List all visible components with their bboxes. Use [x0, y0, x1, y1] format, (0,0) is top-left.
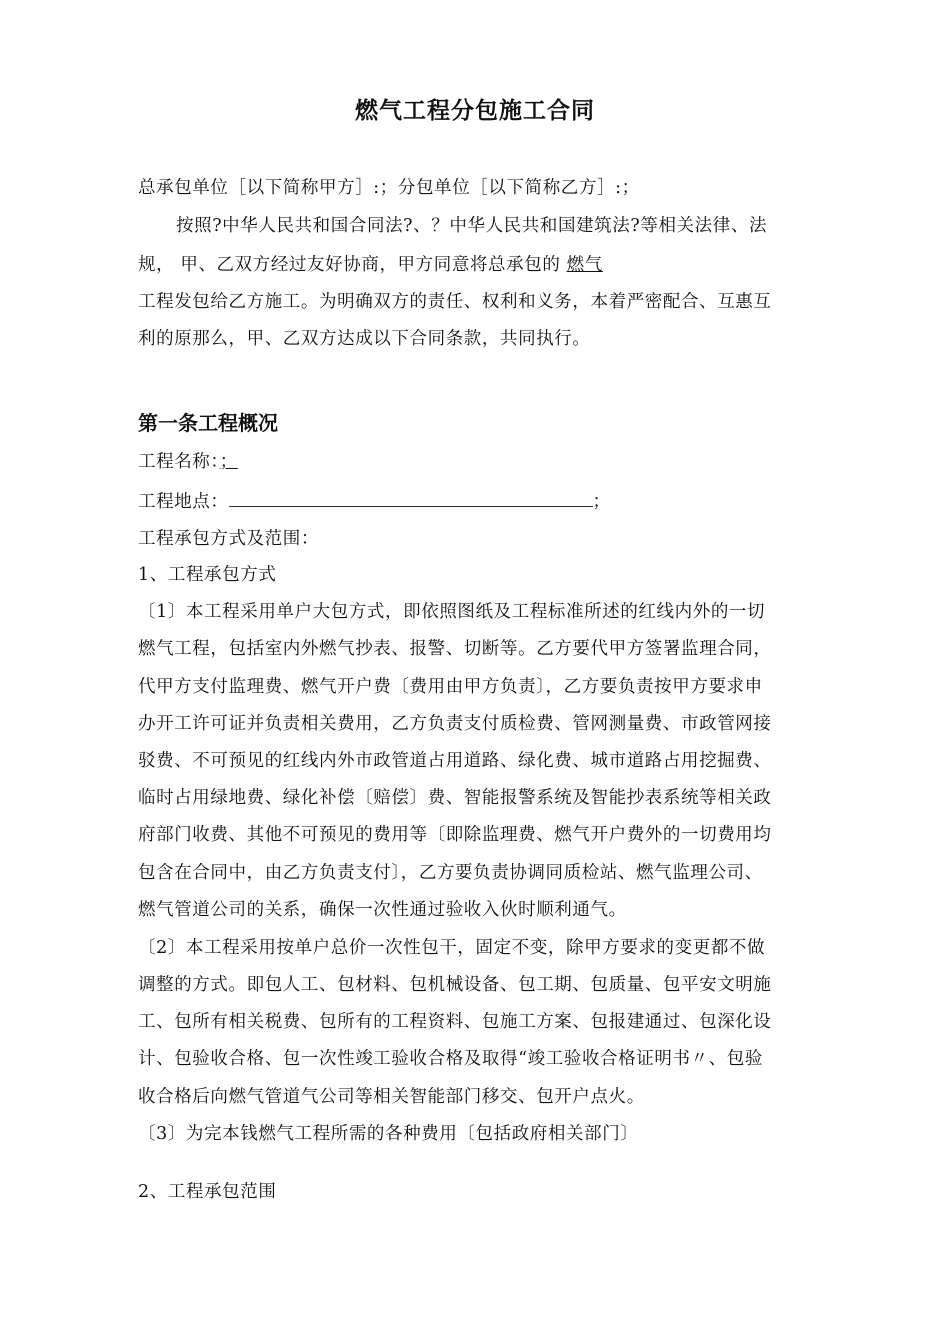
project-name-value: ；	[219, 452, 238, 472]
p2-line: 调整的方式。即包人工、包材料、包机械设备、包工期、包质量、包平安文明施	[138, 975, 772, 995]
p2-line: 工、包所有相关税费、包所有的工程资料、包施工方案、包报建通过、包深化设	[138, 1012, 772, 1032]
p1-line: 燃气工程，包括室内外燃气抄表、报警、切断等。乙方要代甲方签署监理合同，	[138, 639, 772, 659]
item1-title: 1、工程承包方式	[138, 565, 277, 585]
intro-line-4: 利的原那么，甲、乙双方达成以下合同条款，共同执行。	[138, 329, 591, 349]
scope-label: 工程承包方式及范围：	[138, 529, 319, 549]
project-location-row	[138, 488, 611, 514]
p2-line: 计、包验收合格、包一次性竣工验收合格及取得“竣工验收合格证明书〃、包验	[138, 1049, 763, 1069]
item2-title: 2、工程承包范围	[138, 1182, 277, 1202]
p1-line: 府部门收费、其他不可预见的费用等〔即除监理费、燃气开户费外的一切费用均	[138, 825, 772, 845]
intro-line-2	[138, 253, 603, 277]
p1-line: 临时占用绿地费、绿化补偿〔赔偿〕费、智能报警系统及智能抄表系统等相关政	[138, 788, 772, 808]
p1-line: 燃气管道公司的关系，确保一次性通过验收入伙时顺利通气。	[138, 900, 627, 920]
p2-line: 〔2〕本工程采用按单户总价一次性包干，固定不变，除甲方要求的变更都不做	[138, 938, 766, 958]
project-name-row	[138, 450, 246, 474]
project-location-blank	[229, 488, 593, 507]
p1-line: 代甲方支付监理费、燃气开户费〔费用由甲方负责〕，乙方要负责按甲方要求申	[138, 677, 763, 697]
p3-line: 〔3〕为完本钱燃气工程所需的各种费用〔包括政府相关部门〕	[138, 1124, 639, 1144]
project-location-label: 工程地点：	[138, 492, 229, 512]
section-heading: 第一条工程概况	[138, 411, 278, 435]
p2-line: 收合格后向燃气管道气公司等相关智能部门移交、包开户点火。	[138, 1087, 645, 1107]
intro-line-2-text: 规， 甲、乙双方经过友好协商，甲方同意将总承包的	[138, 255, 567, 275]
document-title: 燃气工程分包施工合同	[355, 98, 595, 124]
project-location-end: ；	[592, 492, 611, 512]
parties-line: 总承包单位［以下简称甲方］:；分包单位［以下简称乙方］:；	[138, 178, 640, 198]
p1-line: 〔1〕本工程采用单户大包方式，即依照图纸及工程标准所述的红线内外的一切	[138, 602, 766, 622]
p1-line: 驳费、不可预见的红线内外市政管道占用道路、绿化费、城市道路占用挖掘费、	[138, 751, 772, 771]
intro-line-3: 工程发包给乙方施工。为明确双方的责任、权利和义务，本着严密配合、互惠互	[138, 292, 772, 312]
p1-line: 包含在合同中，由乙方负责支付〕，乙方要负责协调同质检站、燃气监理公司、	[138, 863, 763, 883]
project-type-underlined: 燃气	[566, 255, 603, 275]
project-name-label: 工程名称：	[138, 452, 220, 472]
p1-line: 办开工许可证并负责相关费用，乙方负责支付质检费、管网测量费、市政管网接	[138, 714, 772, 734]
intro-line-1: 按照?中华人民共和国合同法?、？中华人民共和国建筑法?等相关法律、法	[176, 216, 768, 236]
